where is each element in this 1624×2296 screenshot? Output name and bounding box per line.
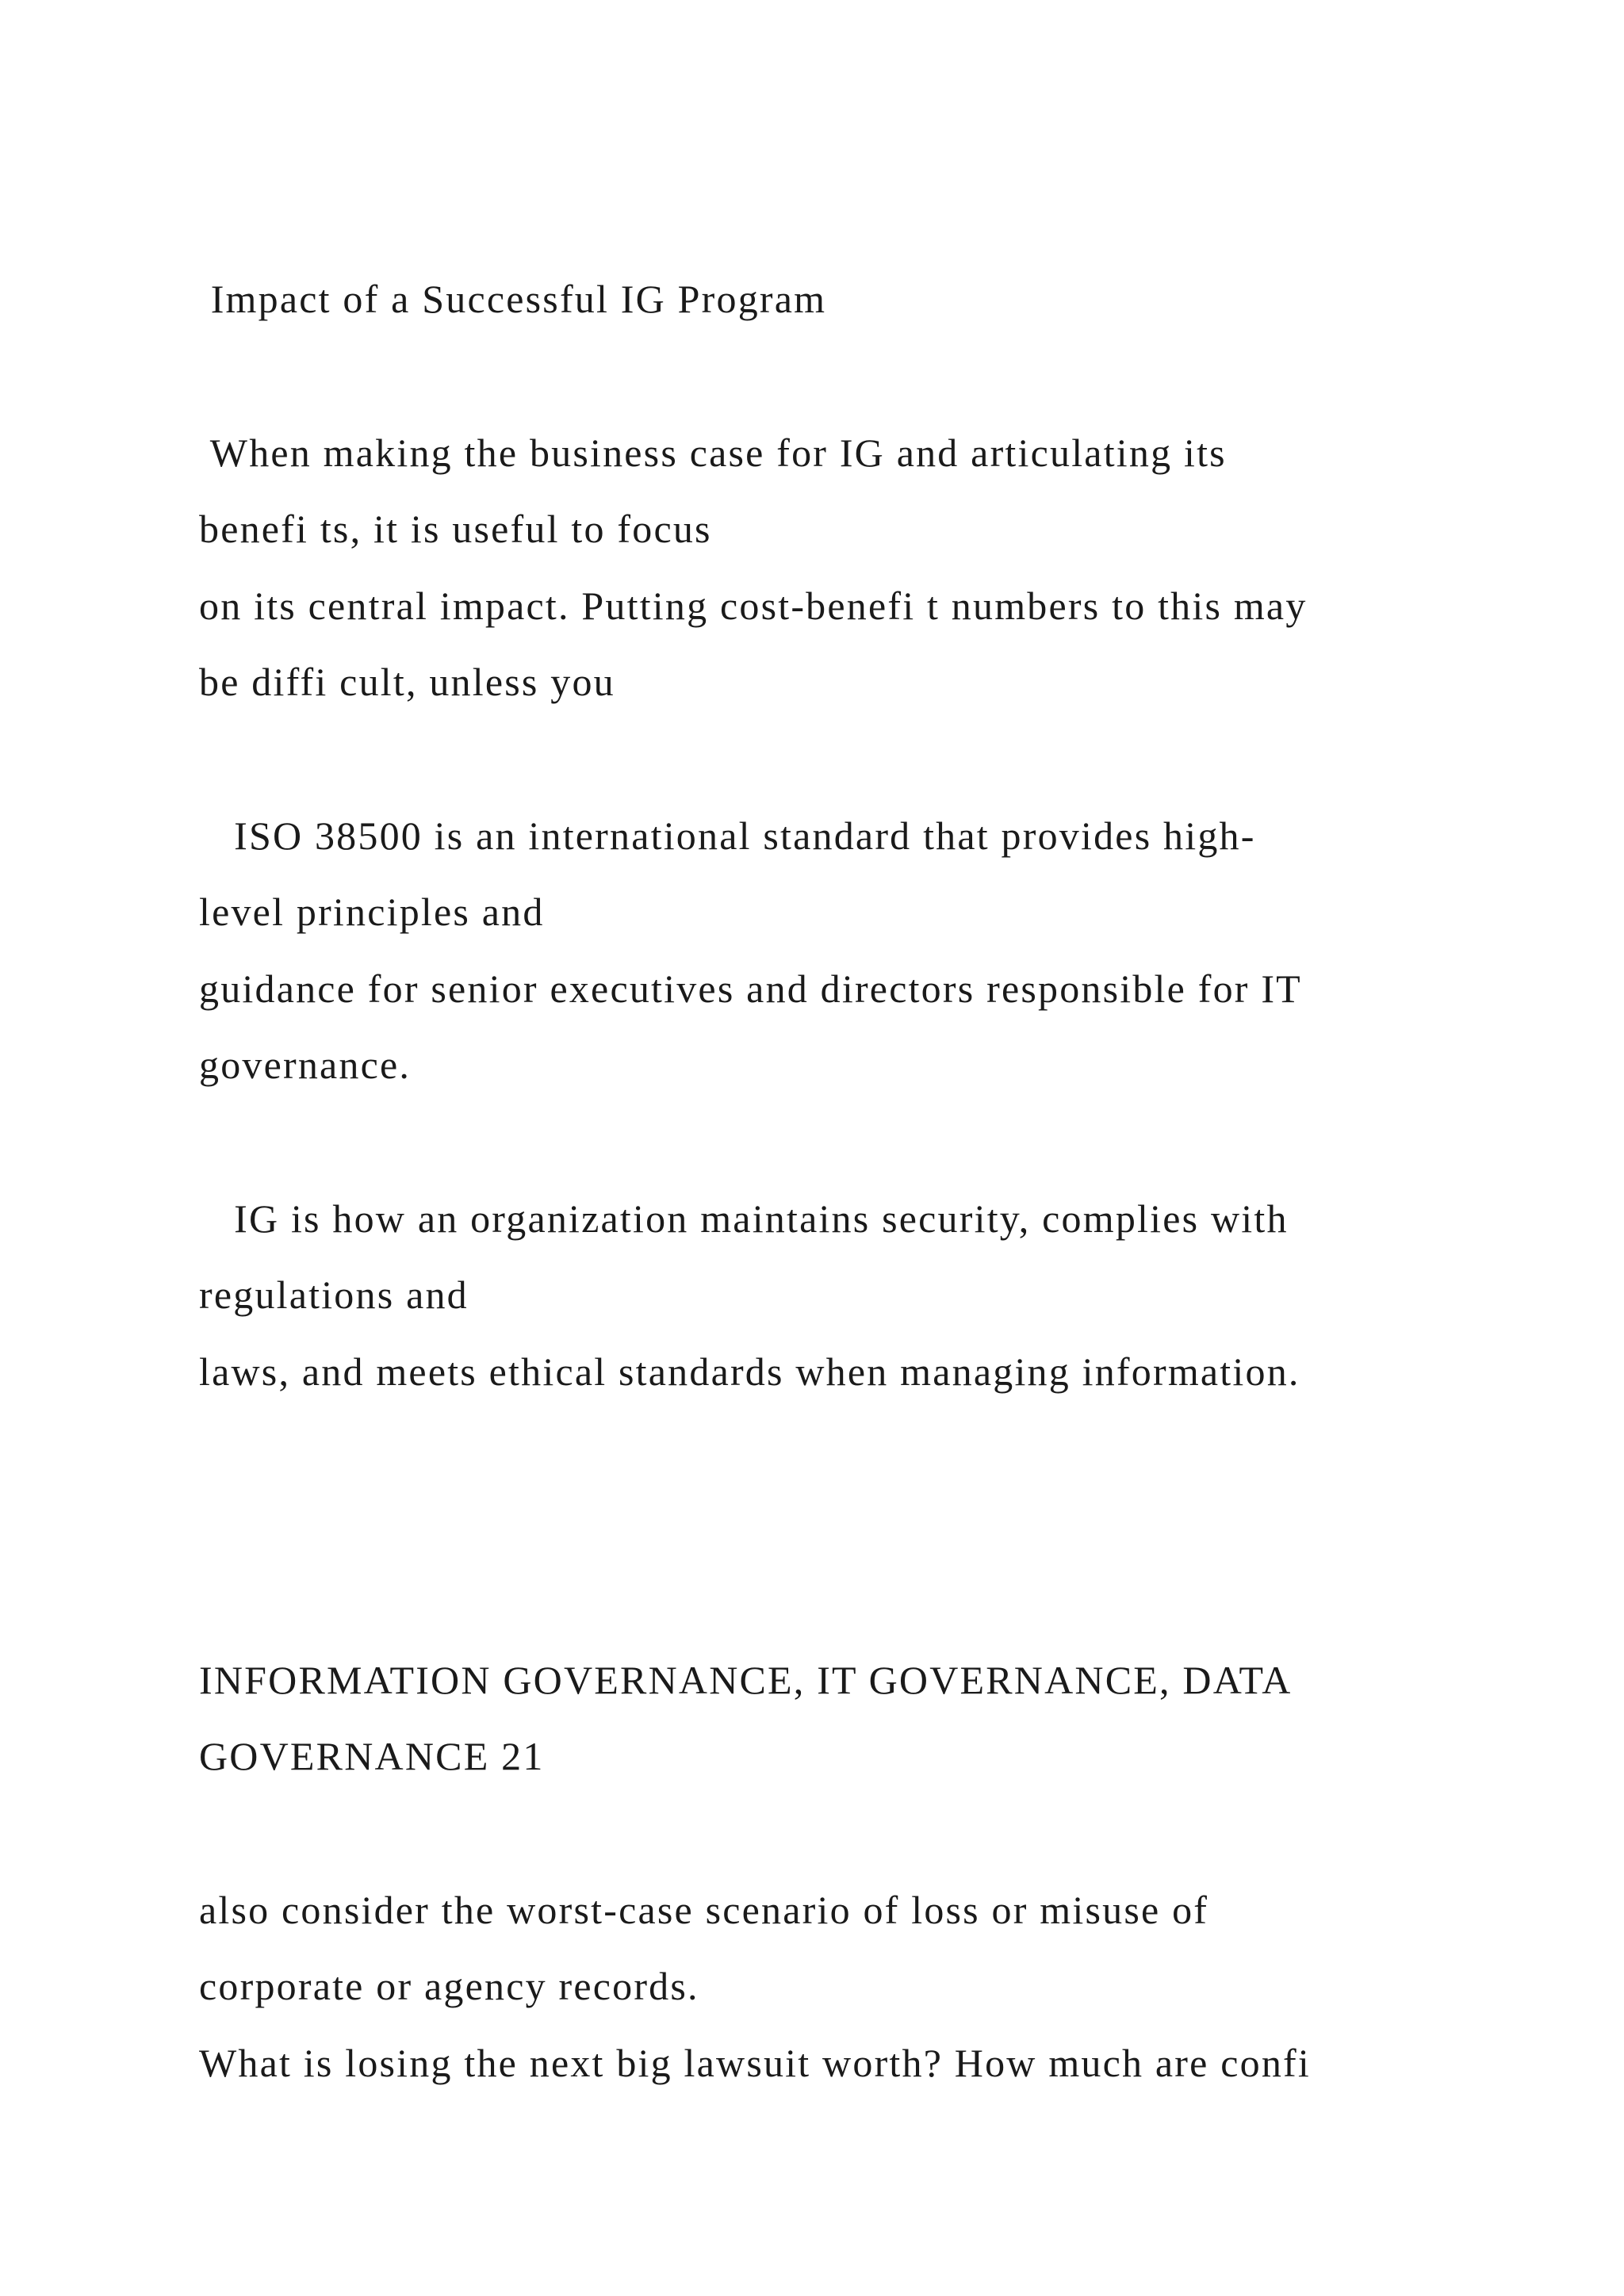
running-header-line: GOVERNANCE 21 <box>199 1734 545 1778</box>
text-line: guidance for senior executives and directors responsible for IT <box>199 966 1302 1011</box>
text-line: ISO 38500 is an international standard that provides high- <box>199 813 1256 858</box>
text-line: IG is how an organization maintains security, complies with <box>199 1196 1289 1241</box>
text-line: governance. <box>199 1043 412 1087</box>
text-line: on its central impact. Putting cost-benefi t numbers to this may <box>199 584 1308 628</box>
text-line: When making the business case for IG and articulating its <box>199 430 1227 475</box>
section-heading: Impact of a Successful IG Program <box>199 277 827 321</box>
text-line: level principles and <box>199 890 545 934</box>
text-line: laws, and meets ethical standards when managing information. <box>199 1349 1300 1394</box>
text-line: regulations and <box>199 1272 469 1317</box>
text-line: What is losing the next big lawsuit worth? How much are confi <box>199 2041 1311 2085</box>
text-line: benefi ts, it is useful to focus <box>199 507 712 551</box>
text-line: also consider the worst-case scenario of loss or misuse of <box>199 1888 1209 1932</box>
text-line: corporate or agency records. <box>199 1964 699 2008</box>
running-header-line: INFORMATION GOVERNANCE, IT GOVERNANCE, DATA <box>199 1658 1293 1702</box>
text-line: be diffi cult, unless you <box>199 660 615 704</box>
